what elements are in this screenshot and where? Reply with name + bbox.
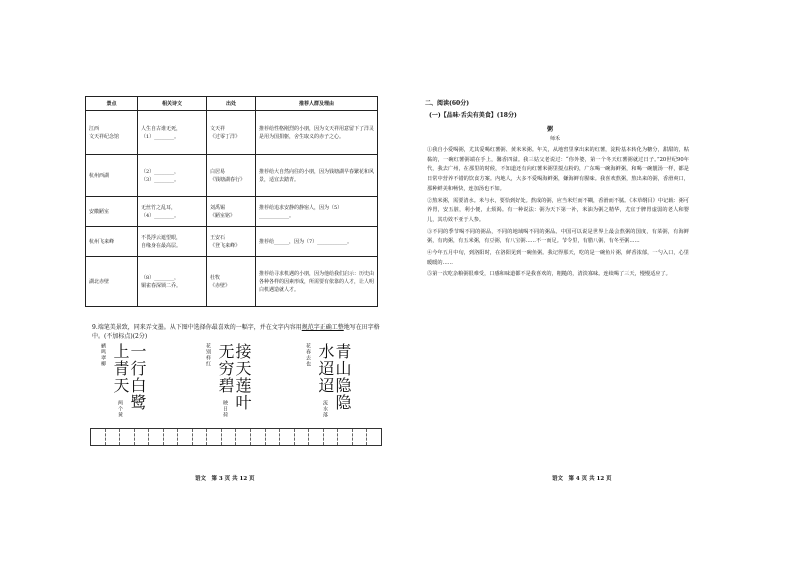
reason-cell: 推荐给性格刚烈的小朋，因为文天祥用意留下了洋灵是用为国捐躯，舍生取义的赤子之心。	[256, 111, 378, 155]
table-row	[86, 197, 378, 227]
page-footer: 语文 第 3 页 共 12 页	[195, 476, 255, 482]
poem-cell: （8）________， 铜雀春深锁二乔。	[138, 257, 207, 307]
reason-cell: 推荐给______，因为（7）____________。	[256, 227, 378, 257]
article-author: 师禾	[550, 136, 561, 142]
paragraph: ③不同的季节喝不同的粥品，不同的地域喝不同的粥品。中国可以说是世界上最会熬粥的国度，有菜粥，有海鲜粥，有肉粥，有五米粥，有豆粥，有八宝粥……不一而足。节令里，有腊八粥，有冬至粥……	[427, 228, 689, 245]
source-cell: 杜牧 《赤壁》	[207, 257, 256, 307]
paragraph: ⑤第一次吃杂粮粥很难受，口感和味道都不是我喜欢的，粗糙的，清淡寡味。连续喝了三天，慢慢适应了。	[427, 271, 671, 278]
spot-cell: 杭州飞来峰	[86, 227, 138, 257]
article-title: 粥	[547, 126, 554, 133]
calligraphy-main-text: 一行白鹭上青天	[111, 343, 147, 411]
table-header-cell: 出处	[207, 97, 256, 111]
calligraphy-sample-2	[200, 343, 251, 423]
poem-cell: 不畏浮云遮望眼， 自缘身在最高层。	[138, 227, 207, 257]
table-row	[86, 111, 378, 155]
calligraphy-side-text: 映日荷花别样红	[205, 343, 228, 419]
calligraphy-sample-3	[300, 343, 351, 423]
question-9	[92, 324, 382, 341]
recommendation-table	[85, 96, 378, 307]
paragraph: ④今年五月中旬，到洛阳时，在洛阳见到一碗鱼粥。我记得那天，吃的是一碗鱼片粥，鲜香浓郁，一勺入口，心里暖暖的……	[427, 250, 689, 266]
source-cell: 文天祥 《过零丁洋》	[207, 111, 256, 155]
question-9-tail: 地写在田字格中。(不加标点)(2分)	[92, 324, 380, 340]
right-page	[397, 0, 794, 562]
poem-cell: 无丝竹之乱耳， （4）________。	[138, 197, 207, 227]
paragraph: ①我自小爱喝粥，尤其爱喝红薯粥、黄米米粥。年关，从地窖里拿出来的红薯，淀粉基本转化为糖分，甜甜的，粘黏的，一碗红薯粥端在手上，馨香四溢。我三姑父老说过：“你外婆，第一个冬天红薯粥就过日子。”20世纪90年代，我去广州，在那里的时候，不知道还有向红薯米粥里搅点粉的，广东喝一碗海鲜粥，和喝一碗靓汤一样，都是日常中营养不错的饮食方案。内地人，大多不爱喝海鲜粥，嫌海鲜有腥味。我喜欢熬粥，熬出来的粥，香滑爽口，那种鲜美和畅快，连加汤也不如。	[427, 147, 689, 192]
section-title: 二、阅读(60分)	[425, 100, 470, 107]
calligraphy-sample-1	[95, 343, 146, 423]
article-body	[427, 146, 689, 282]
poem-cell: （2）________， （3）________。	[138, 155, 207, 197]
calligraphy-side-text: 流水落花春去也	[305, 343, 328, 419]
reason-cell: 推荐给追求安静的静宿人，因为（5）____________。	[256, 197, 378, 227]
table-row	[86, 257, 378, 307]
table-header-row	[86, 97, 378, 111]
reason-cell: 推荐给寻求机遇的小朋，因为他给我们启示：历史由各种各样的因素形成，所需要有依靠的人才，让人明白机遇造就人才。	[256, 257, 378, 307]
question-9-lead: 9.端笔美景致，同来弄文墨。从下图中选择你最喜欢的一幅字，并在文字内容用	[92, 324, 302, 331]
table-header-cell: 相关诗文	[138, 97, 207, 111]
source-cell: 刘禹锡 《陋室铭》	[207, 197, 256, 227]
spot-cell: 江西 文天祥纪念馆	[86, 111, 138, 155]
calligraphy-main-text: 青山隐隐水迢迢	[316, 343, 352, 411]
table-row	[86, 227, 378, 257]
poem-cell: 人生自古谁无死， （1）________。	[138, 111, 207, 155]
spot-cell: 杭州西湖	[86, 155, 138, 197]
source-cell: 王安石 《登飞来峰》	[207, 227, 256, 257]
table-header-cell: 景点	[86, 97, 138, 111]
subsection-title: (一)【品味·舌尖有美食】(18分)	[429, 112, 517, 119]
table-row	[86, 155, 378, 197]
table-header-cell: 推荐人群及理由	[256, 97, 378, 111]
page-footer: 语文 第 4 页 共 12 页	[552, 476, 612, 482]
spot-cell: 安徽陋室	[86, 197, 138, 227]
spot-cell: 湖北赤壁	[86, 257, 138, 307]
reason-cell: 推荐给大自然向往的小朋，因为钱塘湖早春繁花和风景，适宜去踏青。	[256, 155, 378, 197]
source-cell: 白居易 《钱塘湖春行》	[207, 155, 256, 197]
calligraphy-side-text: 两个黄鹂鸣翠柳	[100, 343, 123, 419]
answer-grid[interactable]	[90, 428, 382, 446]
question-9-highlight: 规范字正确工整	[301, 324, 344, 331]
paragraph: ②熬米粥，需要清水。米与水，要恰到好处。熬成的粥，应当米烂而不糊，香滑而不腻。《本草纲目》中记载：粥可养胃，安五脏，利小便，止烦渴。有一种说法：粥为天下第一补，米油为粥之精华，尤宜于脾胃虚弱的老人和婴儿，其功效不亚于人参。	[427, 197, 689, 223]
calligraphy-main-text: 接天莲叶无穷碧	[216, 343, 252, 411]
